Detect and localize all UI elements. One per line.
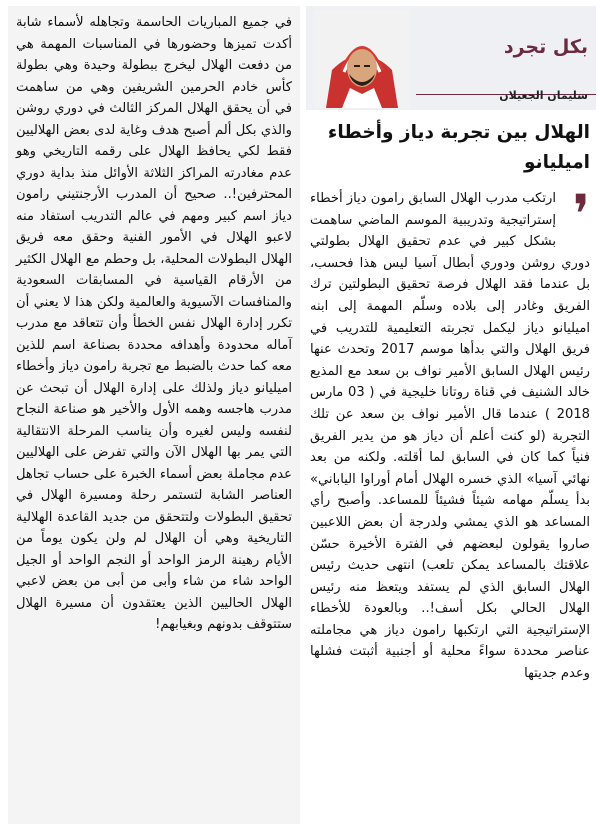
column-title: بكل تجرد — [503, 36, 588, 58]
article-headline: الهلال بين تجربة دياز وأخطاء اميليانو — [327, 122, 590, 173]
quote-mark-icon: ❜ — [572, 183, 590, 246]
article-body-text: ارتكب مدرب الهلال السابق رامون دياز أخطاء إستراتيجية وتدريبية الموسم الماضي ساهمت بشكل كبير في عدم تحقيق الهلال بطولتي دوري روشن ودوري أبطال آسيا ليس هذا فحسب، بل عندما فقد الهلال فرصة تحقيق البطولتين ترك الفريق وغادر إلى بلاده وسلّم المهمة إلى ابنه اميليانو دياز ليكمل تجربته التعليمية للتدريب في فريق الهلال والتي بدأها موسم 2017 وتحدث عنها رئيس الهلال السابق الأمير نواف بن سعد مع المذيع خالد الشنيف في قناة روتانا خليجية في ( 03 مارس 2018 ) عندما قال الأمير نواف بن سعد عن تلك التجربة (لو كنت أعلم أن دياز هو من يدير الفريق فنياً كما كان في السابق لما أقلته. ولكنه من بعد نهائي آسيا» الذي خسره الهلال أمام أوراوا الياباني» بدأ يسلّم مهامه شيئاً فشيئاً للمساعد. وأصبح رأي المساعد هو الذي يمشي ولدرجة أن بعض اللاعبين صاروا يقولون لبعضهم في الفترة الأخيرة حسّن علاقتك بالمساعد يمكن تلعب) انتهى حديث رئيس الهلال السابق الذي لم يستفد ويتعظ منه رئيس الهلال الحالي بكل أسف!.. وبالعودة للأخطاء الإستراتيجية التي ارتكبها رامون دياز هي مجاملته عناصر محددة سواءً محلية أو أجنبية أثبتت فشلها وعدم جديتها — [310, 191, 590, 682]
author-photo — [314, 10, 410, 108]
article-body-continued: في جميع المباريات الحاسمة وتجاهله لأسماء شابة أكدت تميزها وحضورها في المناسبات المهمة هي من دفعت الهلال ليخرج ببطولة وحيدة وهي بطولة كأس خادم الحرمين الشريفين وهي من ساهمت في أن يحقق الهلال المركز الثالث في دوري روشن والذي بكل ألم أصبح هدف وغاية لدى بعض الهلاليين فقط لكي يحافظ الهلال على رقمه التاريخي وهو عدم مغادرته المراكز الثلاثة الأوائل منذ بداية دوري المحترفين!.. صحيح أن المدرب الأرجنتيني رامون دياز اسم كبير ومهم في عالم التدريب استفاد منه لاعبو الهلال في الأمور الفنية وحقق معه فريق الهلال البطولات المحلية، بل وحطم مع الهلال الكثير من الأرقام القياسية في المسابقات السعودية والمنافسات الآسيوية والعالمية ولكن هذا لا يعني أن تكرر إدارة الهلال نفس الخطأ وأن تتعاقد مع مدرب آماله محدودة وأهدافه محددة بصناعة اسم للذين معه كما حدث بالضبط مع تجربة رامون دياز وأخطاء اميليانو دياز ولذلك على إدارة الهلال أن تبحث عن مدرب هاجسه وهمه الأول والأخير هو صناعة النجاح لنفسه وليس لغيره وأن يناسب المرحلة الانتقالية التي يمر بها الهلال الآن والتي تفرض على الهلاليين عدم مجاملة بعض أسماء الخبرة على حساب تجاهل العناصر الشابة لتستمر رحلة ومسيرة الهلال في تحقيق البطولات ولتتحقق من جديد القاعدة الهلالية التاريخية وهي أن الهلال لم ولن يكون يوماً من الأيام رهينة الرمز الواحد أو النجم الواحد أو الجيل الواحد شاء من شاء وأبى من أبى من بعض لاعبي الهلال الحاليين الذين يعتقدون أن مسيرة الهلال ستتوقف بدونهم وبغيابهم! — [16, 15, 292, 632]
author-name: سليمان الجعيلان — [499, 89, 588, 102]
column-header — [306, 6, 596, 110]
article-body — [306, 183, 596, 685]
left-column — [8, 6, 300, 824]
right-column — [306, 6, 596, 824]
